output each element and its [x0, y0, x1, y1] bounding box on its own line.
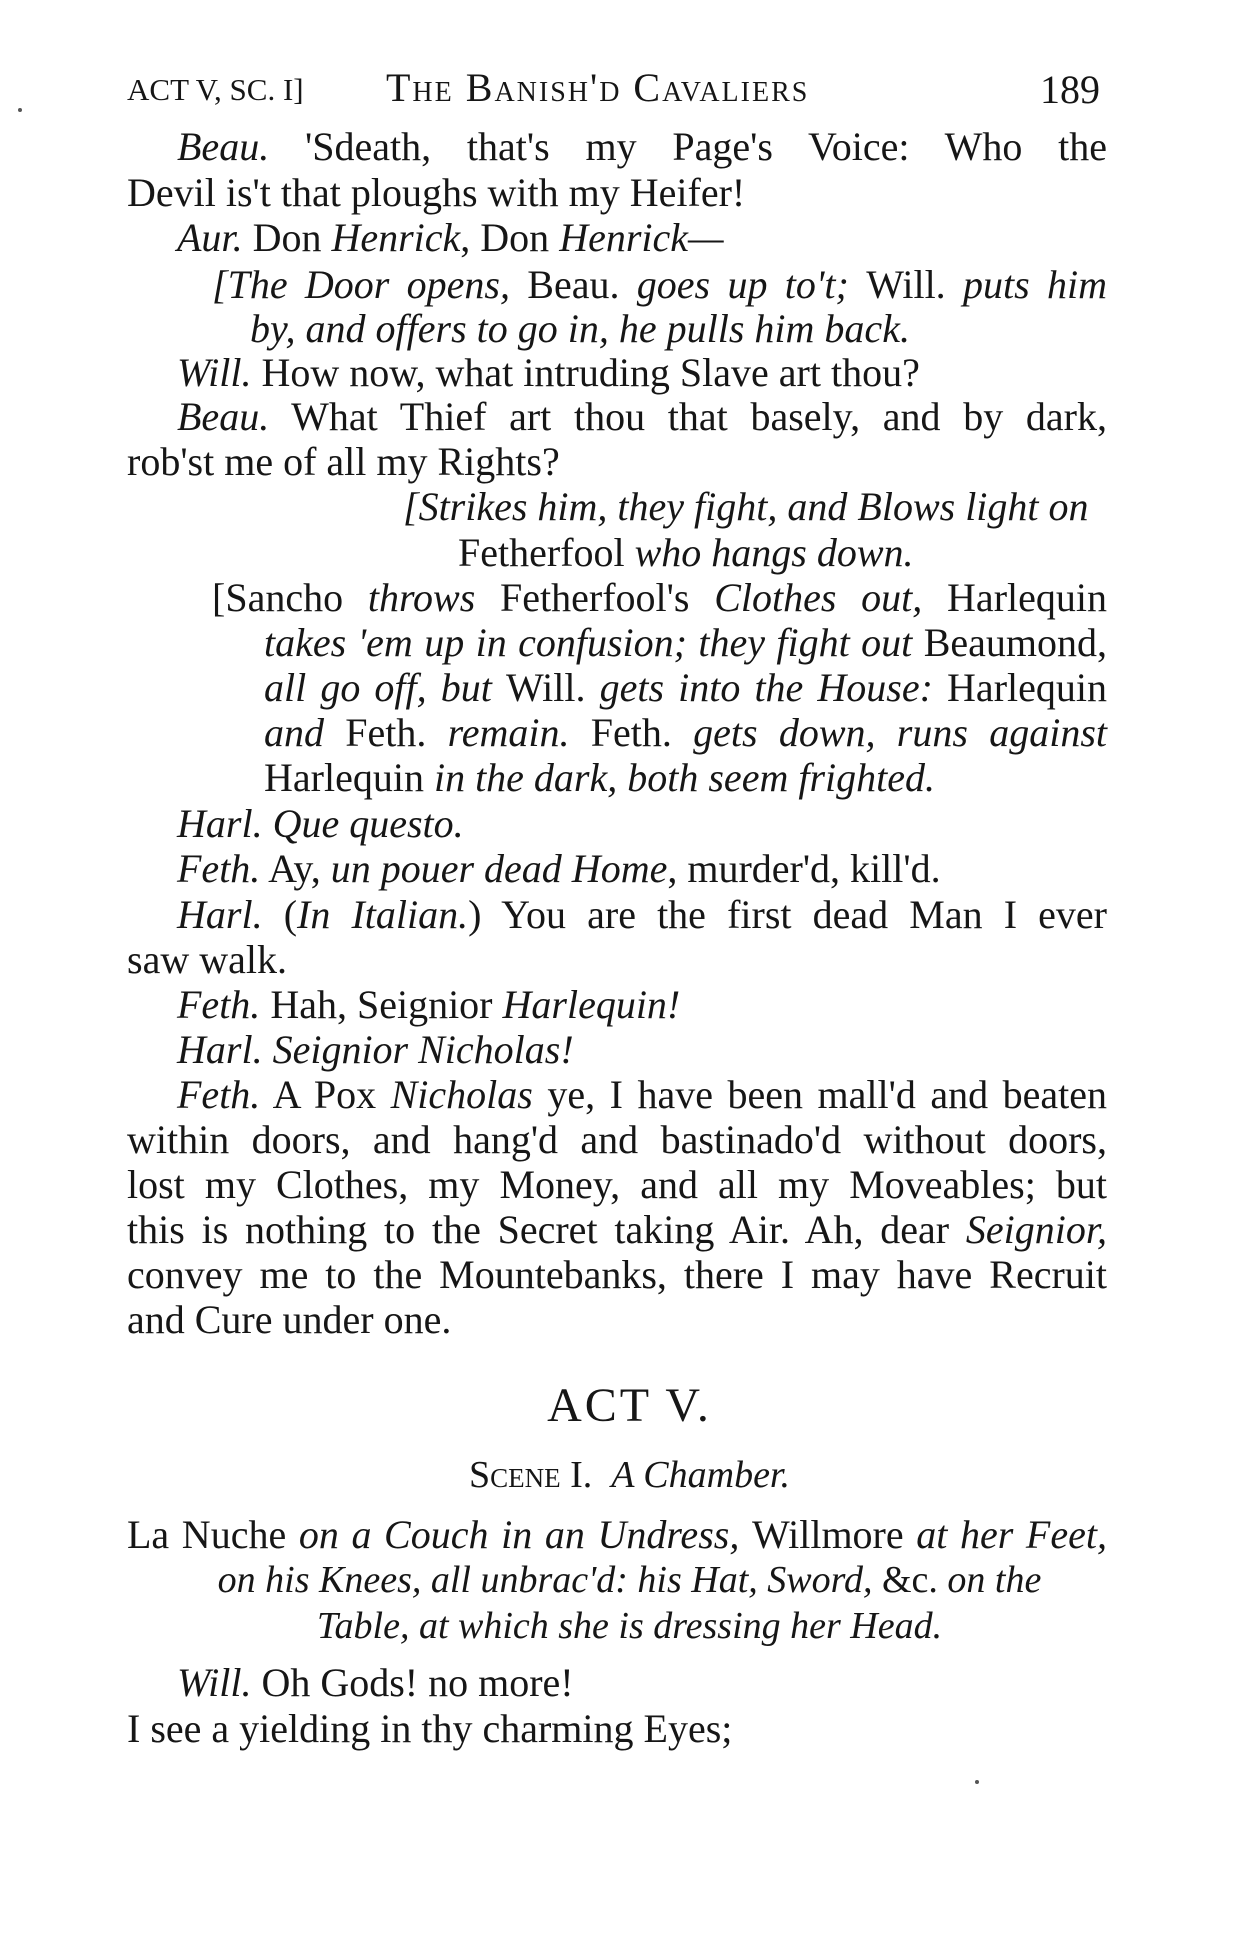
stage-direction-line: La Nuche on a Couch in an Undress, Willmore at her Feet,: [127, 1512, 1107, 1557]
speaker: Beau.: [177, 394, 270, 439]
dialogue-line: lost my Clothes, my Money, and all my Moveables; but: [127, 1162, 1107, 1207]
dialogue-line: Will. How now, what intruding Slave art thou?: [177, 350, 920, 395]
stage-direction-line: on his Knees, all unbrac'd: his Hat, Sword, &c. on the: [217, 1559, 1042, 1601]
dialogue-line: within doors, and hang'd and bastinado'd without doors,: [127, 1117, 1107, 1162]
stage-direction-line: Table, at which she is dressing her Head.: [316, 1605, 943, 1647]
dialogue-line: Harl. Que questo.: [177, 801, 464, 846]
dialogue-line: Feth. Hah, Seignior Harlequin!: [177, 982, 681, 1027]
speaker: Harl.: [177, 892, 263, 937]
stage-direction-line: Harlequin in the dark, both seem frighted.: [264, 755, 935, 800]
speaker: Will.: [177, 1660, 252, 1705]
stage-direction-line: [Strikes him, they fight, and Blows light on: [403, 484, 1089, 529]
stage-direction-line: takes 'em up in confusion; they fight out Beaumond,: [264, 620, 1107, 665]
dialogue-line: rob'st me of all my Rights?: [127, 439, 560, 484]
stage-direction-line: all go off, but Will. gets into the House: Harlequin: [264, 665, 1107, 710]
dialogue-line: Beau. 'Sdeath, that's my Page's Voice: Who the: [177, 124, 1107, 169]
dialogue-line: Will. Oh Gods! no more!: [177, 1660, 574, 1705]
dialogue-line: this is nothing to the Secret taking Air. Ah, dear Seignior,: [127, 1207, 1107, 1252]
speaker: Feth.: [177, 846, 261, 891]
dialogue-line: Harl. Seignior Nicholas!: [177, 1027, 574, 1072]
speaker: Harl.: [177, 1027, 263, 1072]
dialogue-line: and Cure under one.: [127, 1297, 452, 1342]
running-head-act-scene: ACT V, SC. I]: [127, 72, 304, 107]
speaker: Harl.: [177, 801, 263, 846]
stage-direction-line: [Sancho throws Fetherfool's Clothes out, Harlequin: [212, 575, 1107, 620]
dialogue-line: Feth. Ay, un pouer dead Home, murder'd, kill'd.: [177, 846, 941, 891]
dialogue-line: convey me to the Mountebanks, there I may have Recruit: [127, 1252, 1107, 1297]
verse-line: I see a yielding in thy charming Eyes;: [127, 1706, 733, 1751]
speaker: Beau.: [177, 124, 270, 169]
dialogue-line: Aur. Don Henrick, Don Henrick—: [177, 215, 724, 260]
stage-direction-line: Fetherfool who hangs down.: [458, 530, 914, 575]
dialogue-line: Harl. (In Italian.) You are the first dead Man I ever: [177, 892, 1107, 937]
speaker: Feth.: [177, 982, 261, 1027]
dialogue-line: Devil is't that ploughs with my Heifer!: [127, 170, 746, 215]
dialogue-line: Feth. A Pox Nicholas ye, I have been mall'd and beaten: [177, 1072, 1107, 1117]
dialogue-line: saw walk.: [127, 937, 287, 982]
speaker: Will.: [177, 350, 252, 395]
scene-heading: Scene I. A Chamber.: [468, 1454, 791, 1496]
stage-direction-line: by, and offers to go in, he pulls him back.: [250, 306, 910, 351]
print-speck: [18, 108, 22, 112]
stage-direction-line: [The Door opens, Beau. goes up to't; Will. puts him: [212, 262, 1108, 307]
running-head-title: The Banish'd Cavaliers: [386, 65, 810, 110]
print-speck: [975, 1780, 979, 1784]
speaker: Aur.: [177, 215, 243, 260]
page-number: 189: [1040, 67, 1100, 112]
dialogue-line: Beau. What Thief art thou that basely, and by dark,: [177, 394, 1107, 439]
stage-direction-line: and Feth. remain. Feth. gets down, runs against: [264, 710, 1107, 755]
act-heading: ACT V.: [547, 1379, 712, 1432]
speaker: Feth.: [177, 1072, 261, 1117]
